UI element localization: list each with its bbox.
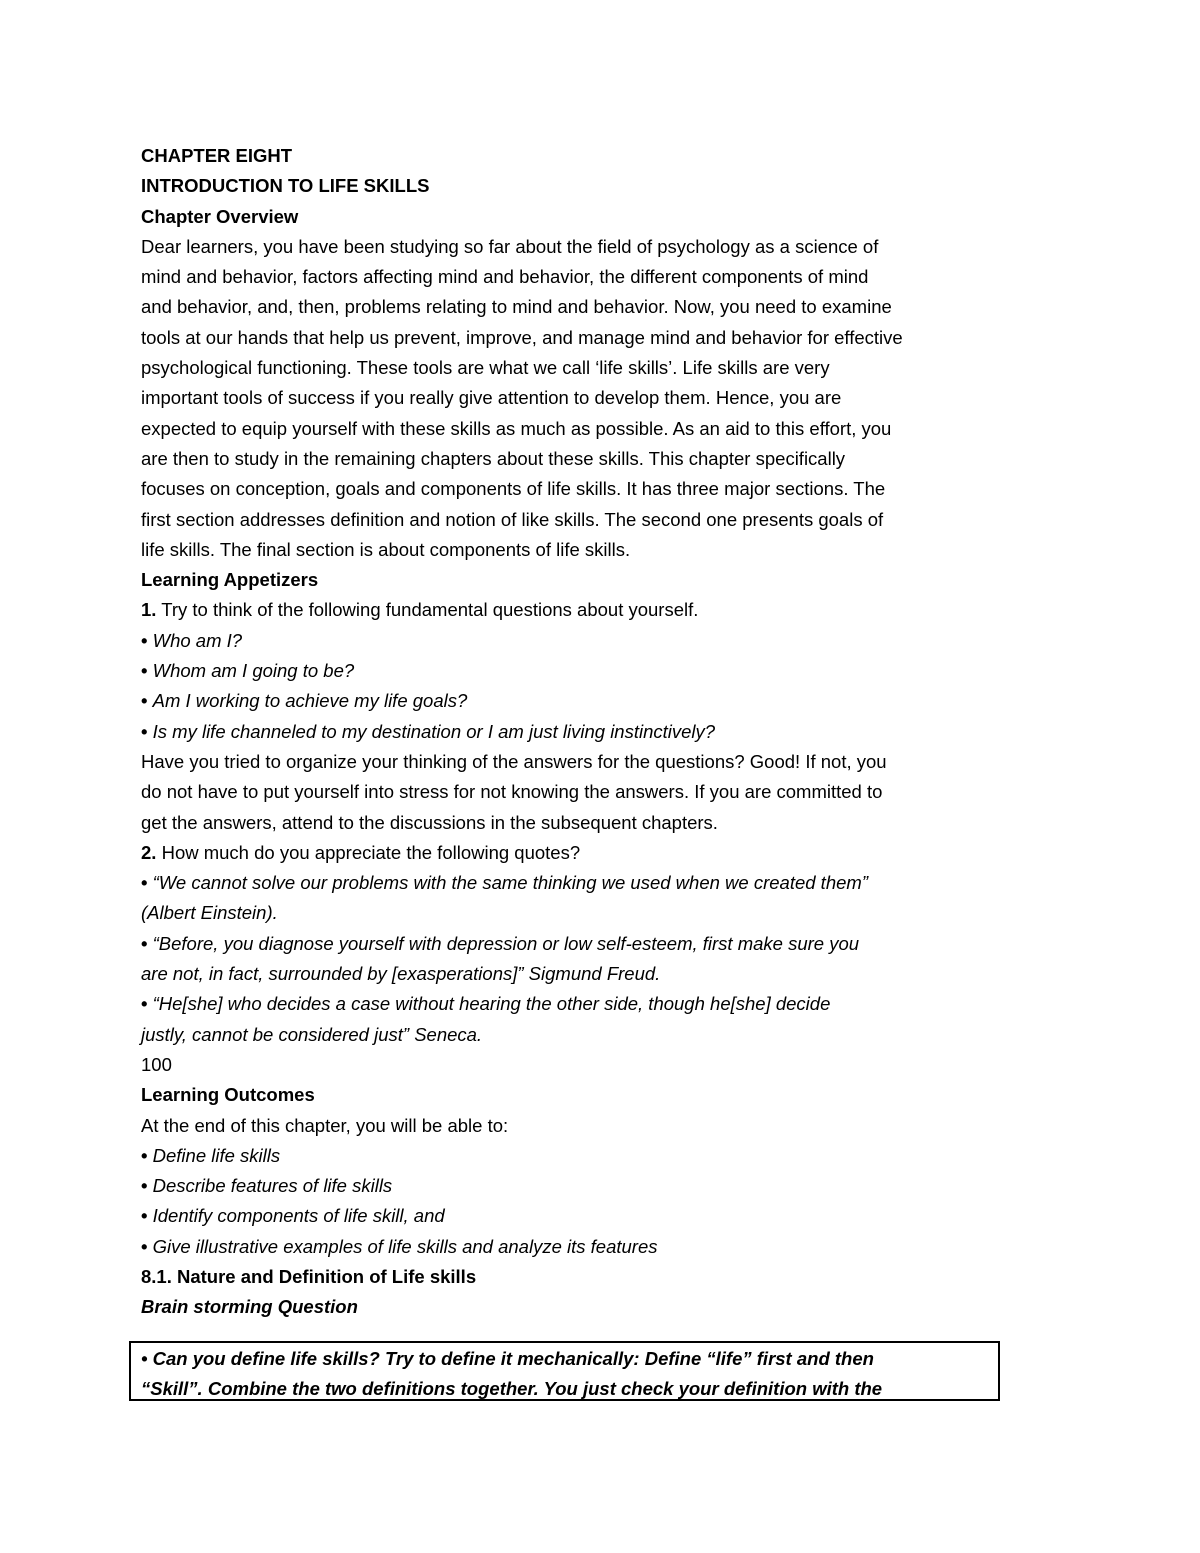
section-heading: 8.1. Nature and Definition of Life skills: [141, 1265, 477, 1287]
appetizers-heading: Learning Appetizers: [141, 569, 319, 591]
overview-line: important tools of success if you really give attention to develop them. Hence, you are: [141, 387, 842, 409]
overview-line: life skills. The final section is about components of life skills.: [141, 538, 631, 560]
quote-line: [141, 989, 981, 1019]
question-1-bullet: [141, 717, 981, 747]
outcome-item: [141, 1201, 981, 1231]
quote-text: “He[she] who decides a case without hearing the other side, though he[she] decide: [152, 993, 831, 1015]
outcome-item: [141, 1141, 981, 1171]
box-line: “Skill”. Combine the two definitions together. You just check your definition with the: [141, 1378, 883, 1400]
overview-heading: Chapter Overview: [141, 205, 299, 227]
bullet-icon: •: [141, 1348, 148, 1369]
question-1-bullet: [141, 656, 981, 686]
bullet-icon: •: [141, 720, 148, 742]
question-1-number: 1.: [141, 599, 157, 621]
outcomes-heading: Learning Outcomes: [141, 1084, 315, 1106]
question-1: [141, 595, 981, 625]
box-line: [141, 1344, 882, 1374]
question-1-bullet-text: Am I working to achieve my life goals?: [152, 690, 468, 712]
bullet-icon: •: [141, 1175, 148, 1197]
quote-text: “We cannot solve our problems with the same thinking we used when we created them”: [152, 872, 868, 894]
question-1-bullet-text: Whom am I going to be?: [152, 660, 355, 682]
bullet-icon: •: [141, 1235, 148, 1257]
box-line-text: Can you define life skills? Try to define it mechanically: Define “life” first and then: [152, 1348, 874, 1369]
overview-line: expected to equip yourself with these skills as much as possible. As an aid to this effort, you: [141, 417, 892, 439]
question-1-bullet: [141, 626, 981, 656]
overview-line: and behavior, and, then, problems relating to mind and behavior. Now, you need to examine: [141, 296, 892, 318]
overview-line: psychological functioning. These tools are what we call ‘life skills’. Life skills are very: [141, 357, 830, 379]
overview-line: focuses on conception, goals and components of life skills. It has three major sections. The: [141, 478, 886, 500]
question-2: [141, 838, 981, 868]
question-1-bullet-text: Who am I?: [152, 629, 243, 651]
overview-line: tools at our hands that help us prevent, improve, and manage mind and behavior for effective: [141, 326, 903, 348]
brainstorm-heading: Brain storming Question: [141, 1296, 358, 1318]
quote-line-continued: are not, in fact, surrounded by [exasperations]” Sigmund Freud.: [141, 963, 661, 985]
question-1-bullet: [141, 686, 981, 716]
outcome-text: Describe features of life skills: [152, 1175, 393, 1197]
quote-line: [141, 929, 981, 959]
bullet-icon: •: [141, 629, 148, 651]
question-1-bullet-text: Is my life channeled to my destination or I am just living instinctively?: [152, 720, 716, 742]
brainstorm-question-box: [129, 1341, 1000, 1401]
outcome-item: [141, 1171, 981, 1201]
bullet-icon: •: [141, 932, 148, 954]
quote-line-continued: justly, cannot be considered just” Seneca.: [141, 1023, 483, 1045]
brainstorm-question-text: [141, 1344, 882, 1401]
outcome-item: [141, 1232, 981, 1262]
chapter-title: INTRODUCTION TO LIFE SKILLS: [141, 175, 430, 197]
outcomes-intro: At the end of this chapter, you will be able to:: [141, 1114, 509, 1136]
question-2-number: 2.: [141, 841, 157, 863]
question-1-text: Try to think of the following fundamental questions about yourself.: [156, 599, 699, 621]
bullet-icon: •: [141, 1144, 148, 1166]
question-1-followup: do not have to put yourself into stress for not knowing the answers. If you are committed to: [141, 781, 883, 803]
question-1-followup: Have you tried to organize your thinking of the answers for the questions? Good! If not, you: [141, 750, 887, 772]
overview-line: Dear learners, you have been studying so far about the field of psychology as a science of: [141, 235, 879, 257]
overview-line: first section addresses definition and notion of like skills. The second one presents goals of: [141, 508, 884, 530]
quote-line-continued: (Albert Einstein).: [141, 902, 278, 924]
bullet-icon: •: [141, 690, 148, 712]
question-1-followup: get the answers, attend to the discussions in the subsequent chapters.: [141, 811, 718, 833]
page-number: 100: [141, 1053, 172, 1075]
document-body: [141, 141, 981, 1323]
bullet-icon: •: [141, 872, 148, 894]
bullet-icon: •: [141, 1205, 148, 1227]
overview-line: are then to study in the remaining chapters about these skills. This chapter specifically: [141, 447, 846, 469]
question-2-text: How much do you appreciate the following quotes?: [156, 841, 581, 863]
outcome-text: Define life skills: [152, 1144, 281, 1166]
outcome-text: Give illustrative examples of life skills and analyze its features: [152, 1235, 658, 1257]
quote-line: [141, 868, 981, 898]
bullet-icon: •: [141, 660, 148, 682]
quote-text: “Before, you diagnose yourself with depression or low self-esteem, first make sure you: [152, 932, 860, 954]
bullet-icon: •: [141, 993, 148, 1015]
chapter-label: CHAPTER EIGHT: [141, 145, 293, 166]
overview-line: mind and behavior, factors affecting mind and behavior, the different components of mind: [141, 266, 869, 288]
outcome-text: Identify components of life skill, and: [152, 1205, 445, 1227]
